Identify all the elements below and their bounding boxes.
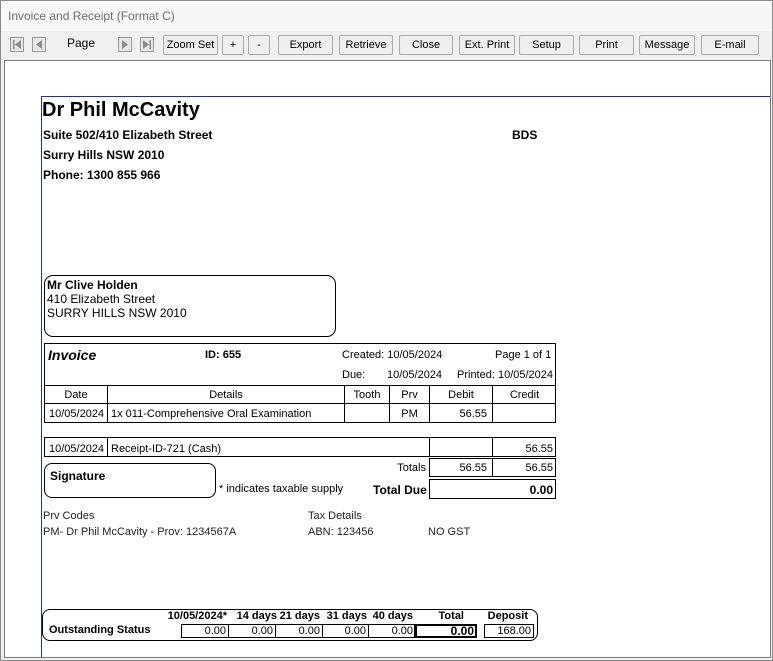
invoice-page: Page 1 of 1 bbox=[495, 349, 552, 361]
practice-qualification: BDS bbox=[512, 128, 538, 142]
column-header-date: Date bbox=[64, 389, 88, 401]
invoice-printed: Printed: 10/05/2024 bbox=[457, 369, 554, 381]
column-divider bbox=[429, 437, 430, 457]
column-divider bbox=[107, 437, 108, 457]
total-credit: 56.55 bbox=[525, 462, 553, 474]
close-button[interactable]: Close bbox=[399, 35, 453, 55]
table-divider bbox=[44, 403, 556, 404]
patient-address-line1: 410 Elizabeth Street bbox=[47, 292, 156, 306]
previous-page-icon bbox=[33, 38, 45, 51]
page-label: Page bbox=[67, 36, 96, 50]
item-provider: PM bbox=[401, 408, 418, 420]
print-button[interactable]: Print bbox=[579, 35, 634, 55]
export-button[interactable]: Export bbox=[278, 35, 333, 55]
column-header-tooth: Tooth bbox=[353, 389, 381, 401]
item-details: 1x 011-Comprehensive Oral Examination bbox=[111, 408, 312, 420]
page-margin-top bbox=[41, 96, 771, 97]
zoom-in-button[interactable]: + bbox=[222, 35, 244, 55]
tax-details-label: Tax Details bbox=[308, 510, 362, 522]
invoice-title: Invoice bbox=[48, 347, 97, 363]
practice-name: Dr Phil McCavity bbox=[42, 99, 200, 121]
totals-label: Totals bbox=[397, 462, 426, 474]
aging-value: 0.00 bbox=[391, 625, 413, 637]
window-title: Invoice and Receipt (Format C) bbox=[8, 9, 175, 23]
zoom-set-button[interactable]: Zoom Set bbox=[163, 35, 218, 55]
column-header-credit: Credit bbox=[509, 389, 540, 401]
item-date: 10/05/2024 bbox=[49, 408, 105, 420]
practice-phone: Phone: 1300 855 966 bbox=[43, 168, 161, 182]
patient-address-box bbox=[44, 275, 336, 337]
patient-address-line2: SURRY HILLS NSW 2010 bbox=[47, 306, 187, 320]
last-page-button[interactable] bbox=[140, 37, 154, 52]
column-header-prv: Prv bbox=[401, 389, 418, 401]
invoice-created: Created: 10/05/2024 bbox=[342, 349, 443, 361]
previous-page-button[interactable] bbox=[32, 37, 46, 52]
page-margin-left bbox=[41, 96, 42, 658]
title-bar bbox=[1, 1, 772, 31]
outstanding-header: 14 days bbox=[236, 610, 277, 622]
setup-button[interactable]: Setup bbox=[519, 35, 574, 55]
provider-codes-value: PM- Dr Phil McCavity - Prov: 1234567A bbox=[43, 526, 237, 538]
first-page-icon bbox=[11, 38, 23, 51]
invoice-due-date: 10/05/2024 bbox=[387, 369, 443, 381]
ext-print-button[interactable]: Ext. Print bbox=[459, 35, 515, 55]
total-due-label: Total Due bbox=[373, 483, 427, 497]
next-page-icon bbox=[119, 38, 131, 51]
taxable-note: * indicates taxable supply bbox=[219, 483, 344, 495]
column-header-details: Details bbox=[209, 389, 243, 401]
deposit-value: 168.00 bbox=[497, 625, 531, 637]
first-page-button[interactable] bbox=[10, 37, 24, 52]
provider-codes-label: Prv Codes bbox=[43, 510, 95, 522]
receipt-date: 10/05/2024 bbox=[49, 443, 105, 455]
outstanding-header: 40 days bbox=[372, 610, 413, 622]
column-header-debit: Debit bbox=[448, 389, 474, 401]
patient-name: Mr Clive Holden bbox=[47, 278, 138, 292]
outstanding-header: Deposit bbox=[487, 610, 528, 622]
last-page-icon bbox=[141, 38, 153, 51]
outstanding-header: 31 days bbox=[326, 610, 367, 622]
total-due-value: 0.00 bbox=[529, 483, 553, 497]
outstanding-header: 10/05/2024* bbox=[167, 610, 227, 622]
receipt-credit: 56.55 bbox=[525, 443, 553, 455]
tax-gst: NO GST bbox=[428, 526, 471, 538]
aging-value: 0.00 bbox=[251, 625, 273, 637]
invoice-id: ID: 655 bbox=[205, 349, 242, 361]
table-divider bbox=[44, 385, 556, 386]
item-debit: 56.55 bbox=[459, 408, 487, 420]
outstanding-header: 21 days bbox=[279, 610, 320, 622]
outstanding-header: Total bbox=[438, 610, 464, 622]
receipt-details: Receipt-ID-721 (Cash) bbox=[111, 443, 222, 455]
outstanding-status-label: Outstanding Status bbox=[49, 624, 151, 636]
retrieve-button[interactable]: Retrieve bbox=[339, 35, 393, 55]
aging-value: 0.00 bbox=[298, 625, 320, 637]
practice-address-line1: Suite 502/410 Elizabeth Street bbox=[43, 128, 213, 142]
total-debit: 56.55 bbox=[459, 462, 487, 474]
aging-value: 0.00 bbox=[204, 625, 226, 637]
next-page-button[interactable] bbox=[118, 37, 132, 52]
signature-label: Signature bbox=[50, 469, 106, 483]
signature-box bbox=[44, 463, 216, 498]
zoom-out-button[interactable]: - bbox=[248, 35, 270, 55]
message-button[interactable]: Message bbox=[639, 35, 695, 55]
invoice-due-label: Due: bbox=[342, 369, 366, 381]
tax-abn: ABN: 123456 bbox=[308, 526, 374, 538]
practice-address-line2: Surry Hills NSW 2010 bbox=[43, 148, 165, 162]
email-button[interactable]: E-mail bbox=[701, 35, 759, 55]
aging-value: 0.00 bbox=[344, 625, 366, 637]
print-preview[interactable] bbox=[4, 60, 771, 658]
aging-total-value: 0.00 bbox=[450, 624, 474, 638]
